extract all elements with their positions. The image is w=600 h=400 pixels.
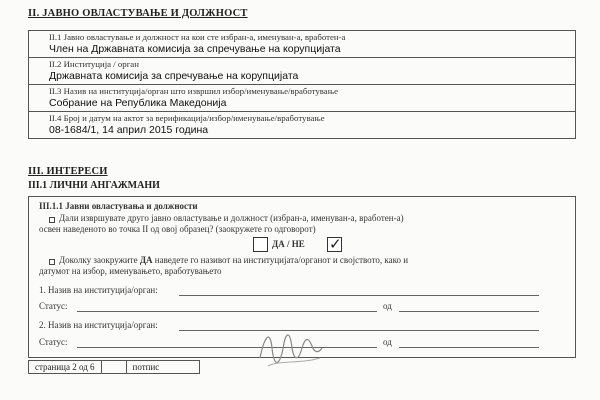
field-2-2-value: Државната комисија за спречување на корупцијата xyxy=(49,70,299,82)
signature-label: потпис xyxy=(132,362,160,372)
field-2-1 xyxy=(29,31,575,58)
bullet-icon xyxy=(49,217,55,223)
field-2-4-label: II.4 Број и датум на актот за верификација/избор/именување/вработување xyxy=(49,113,325,123)
page-footer xyxy=(28,360,200,374)
status-2-line[interactable] xyxy=(77,347,377,348)
bullet-icon xyxy=(49,259,55,265)
status-1-line[interactable] xyxy=(77,311,377,312)
field-2-3-value: Собрание на Република Македонија xyxy=(49,97,227,109)
question-1-line-1: Дали извршувате друго јавно овластување и должност (избран-а, именуван-а, вработен-а) xyxy=(59,213,404,223)
signature-scribble xyxy=(250,318,330,378)
no-checkbox[interactable] xyxy=(327,237,342,252)
section-2-title: II. ЈАВНО ОВЛАСТУВАЊЕ И ДОЛЖНОСТ xyxy=(28,8,248,19)
question-2-line-1: Доколку заокружите ДА наведете го називот на институцијата/органот и својството, како и xyxy=(59,255,409,265)
status-2-label: Статус: xyxy=(39,337,68,347)
yes-no-label: ДА / НЕ xyxy=(272,239,305,249)
box-title: III.1.1 Јавни овластувања и должности xyxy=(39,201,198,211)
section-3-title: III. ИНТЕРЕСИ xyxy=(28,166,108,177)
question-2-line-2: датумот на избор, именувањето, вработувањето xyxy=(39,266,222,276)
item-2-label: 2. Назив на институција/орган: xyxy=(39,320,158,330)
checkmark-icon: ✓ xyxy=(329,235,342,253)
item-1-line[interactable] xyxy=(179,295,539,296)
section-2-box xyxy=(28,30,576,139)
field-2-2 xyxy=(29,58,575,85)
status-1-label: Статус: xyxy=(39,301,68,311)
field-2-1-label: II.1 Јавно овластување и должност на кои сте избран-а, именуван-а, вработен-а xyxy=(49,32,346,42)
field-2-4-value: 08-1684/1, 14 април 2015 година xyxy=(49,124,209,136)
yes-checkbox[interactable] xyxy=(253,237,268,252)
item-1-label: 1. Назив на институција/орган: xyxy=(39,285,158,295)
item-2-line[interactable] xyxy=(179,330,539,331)
section-3-subtitle: III.1 ЛИЧНИ АНГАЖМАНИ xyxy=(28,180,160,191)
field-2-3 xyxy=(29,85,575,112)
footer-spacer xyxy=(102,361,127,373)
field-2-4 xyxy=(29,112,575,138)
od-1-label: од xyxy=(383,301,392,311)
question-1-line-2: освен наведеното во точка II од овој образец? (заокружете го одговорот) xyxy=(39,224,316,234)
field-2-3-label: II.3 Назив на институција/орган што извршил избор/именување/вработување xyxy=(49,86,338,96)
od-1-line[interactable] xyxy=(399,311,539,312)
field-2-2-label: II.2 Институција / орган xyxy=(49,59,139,69)
od-2-line[interactable] xyxy=(399,347,539,348)
od-2-label: од xyxy=(383,337,392,347)
field-2-1-value: Член на Државната комисија за спречување на корупцијата xyxy=(49,43,341,55)
page-number: страница 2 од 6 xyxy=(29,361,102,373)
